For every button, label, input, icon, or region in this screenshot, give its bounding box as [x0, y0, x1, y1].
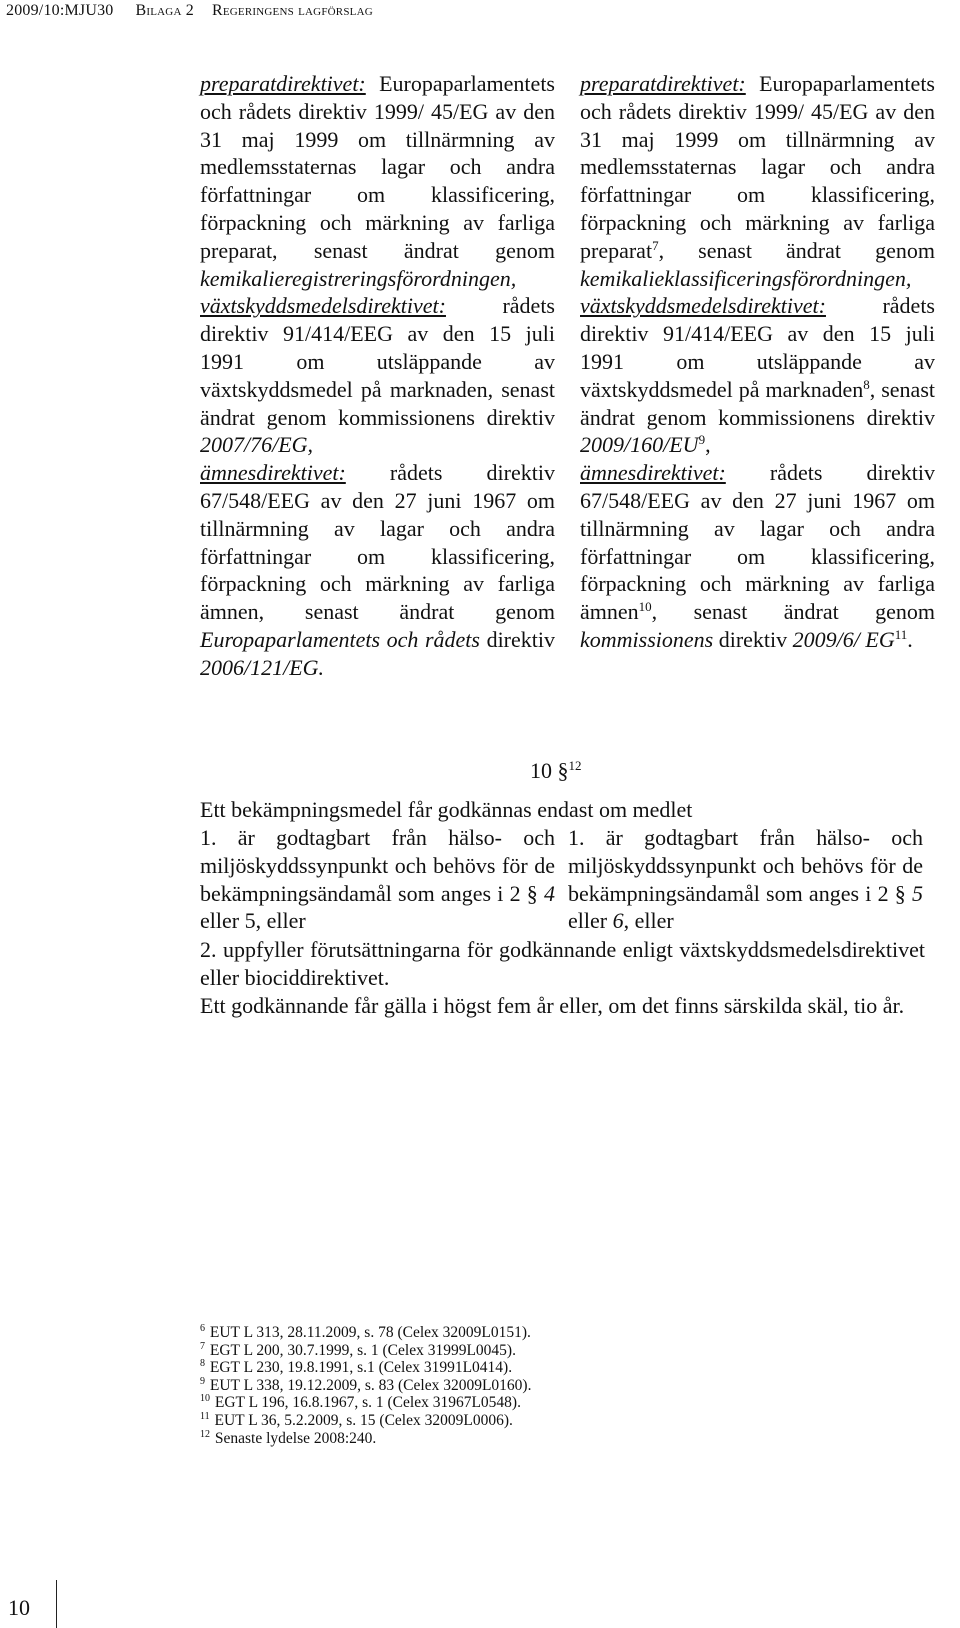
amended-number: 5 [912, 880, 923, 906]
footnote [200, 1377, 531, 1395]
item-1-proposed [568, 824, 923, 935]
page-header [6, 2, 373, 20]
amendment-ref: kemikalieklassificeringsförordningen, [580, 265, 912, 291]
document-code: 2009/10:MJU30 [6, 2, 114, 19]
item-text: , eller [623, 908, 674, 934]
footnote-text: EUT L 338, 19.12.2009, s. 83 (Celex 32009L0160). [206, 1376, 532, 1394]
footnote-text: EGT L 200, 30.7.1999, s. 1 (Celex 31999L0045). [206, 1341, 516, 1359]
footnote-ref: 9 [698, 432, 706, 448]
footnote-number: 9 [200, 1375, 205, 1387]
header-title: Regeringens lagförslag [212, 2, 373, 19]
definition-text: , senast ändrat genom [658, 237, 935, 263]
amended-number: 6 [612, 908, 624, 934]
footnote-ref: 10 [638, 599, 652, 615]
footnote-number: 6 [200, 1323, 205, 1334]
definition-text: Europaparlamentets och rådets direktiv 1999/ 45/EG av den 31 maj 1999 om tillnärmning av medlemsstaternas lagar och andra författningar om klassificering, förpackning och märkning av farliga preparat [580, 71, 935, 263]
definition-text: , senast ändrat genom [651, 599, 935, 625]
amendment-ref: 2009/160/EU [580, 432, 699, 458]
footnote-text: EGT L 196, 16.8.1967, s. 1 (Celex 31967L0548). [211, 1394, 521, 1412]
item-2: 2. uppfyller förutsättningarna för godkännande enligt växtskyddsmedelsdirektivet eller biociddirektivet. [200, 937, 925, 990]
term: preparatdirektivet: [200, 71, 366, 96]
term: ämnesdirektivet: [200, 460, 346, 486]
footnote [200, 1324, 531, 1342]
footnote-ref: 8 [863, 376, 870, 392]
definition-text: rådets direktiv 91/414/EEG av den 15 juli 1991 om utsläppande av växtskyddsmedel på marknaden [580, 293, 935, 402]
definition-amnes-left [200, 459, 555, 681]
definition-text: Europaparlamentets och rådets direktiv 1999/ 45/EG av den 31 maj 1999 om tillnärmning av medlemsstaternas lagar och andra författningar om klassificering, förpackning och märkning av farliga preparat, senast ändrat genom [200, 71, 555, 263]
page-number: 10 [8, 1595, 30, 1620]
definition-text: . [907, 626, 913, 652]
definition-text: direktiv [479, 626, 555, 652]
definition-text: rådets direktiv 67/548/EEG av den 27 juni 1967 om tillnärmning av lagar och andra författningar om klassificering, förpackning och märkning av farliga ämnen, senast ändrat genom [200, 460, 555, 625]
item-1-current [200, 824, 555, 935]
definition-preparatdirektivet-left [200, 70, 555, 292]
definition-vaxtskydd-right [580, 292, 935, 459]
footnote-text: Senaste lydelse 2008:240. [211, 1429, 377, 1447]
footnote-number: 10 [200, 1393, 210, 1405]
item-text: eller [568, 908, 613, 934]
amendment-ref: 2007/76/EG, [200, 432, 314, 458]
definition-text: rådets direktiv 91/414/EEG av den 15 juli 1991 om utsläppande av växtskyddsmedel på marknaden, senast ändrat genom kommissionens direktiv [200, 293, 555, 430]
term: ämnesdirektivet: [580, 460, 726, 486]
footnote-ref: 7 [652, 237, 659, 253]
section-intro: Ett bekämpningsmedel får godkännas endast om medlet [200, 797, 693, 822]
amended-number: 4 [544, 880, 555, 906]
definition-vaxtskydd-left [200, 292, 555, 459]
margin-rule [56, 1580, 57, 1628]
section-number: 10 § [530, 758, 569, 783]
definition-text: , senast ändrat genom kommissionens direktiv [580, 376, 935, 430]
term: växtskyddsmedelsdirektivet: [200, 293, 446, 319]
section-heading [530, 758, 582, 784]
footnotes [200, 1324, 531, 1447]
amendment-ref: 2009/6/ EG [792, 626, 895, 652]
amendment-ref: Europaparlamentets och rådets [200, 626, 480, 652]
definition-amnes-right [580, 459, 935, 654]
definition-text: , [705, 432, 711, 458]
term: preparatdirektivet: [580, 71, 746, 96]
footnote-number: 7 [200, 1340, 205, 1352]
definition-text: rådets direktiv 67/548/EEG av den 27 juni 1967 om tillnärmning av lagar och andra författningar om klassificering, förpackning och märkning av farliga ämnen [580, 460, 935, 625]
footnote [200, 1412, 531, 1430]
footnote [200, 1430, 531, 1448]
footnote-text: EUT L 313, 28.11.2009, s. 78 (Celex 32009L0151). [206, 1324, 531, 1341]
term: växtskyddsmedelsdirektivet: [580, 293, 826, 319]
footnote-text: EUT L 36, 5.2.2009, s. 15 (Celex 32009L0006). [210, 1411, 513, 1429]
footnote-number: 8 [200, 1358, 205, 1370]
footnote-number: 11 [200, 1410, 210, 1422]
footnote-ref: 12 [568, 758, 582, 773]
item-1-comparison [200, 824, 925, 936]
footnote-text: EGT L 230, 19.8.1991, s.1 (Celex 31991L0414). [206, 1359, 513, 1377]
footnote [200, 1394, 531, 1412]
closing-paragraph: Ett godkännande får gälla i högst fem år eller, om det finns särskilda skäl, tio år. [200, 993, 905, 1018]
footnote [200, 1359, 531, 1377]
item-text: eller 5, eller [200, 908, 306, 934]
right-column [580, 70, 935, 654]
item-text: 1. är godtagbart från hälso- och miljöskyddssynpunkt och behövs för de bekämpningsändamål som anges i 2 § [568, 825, 923, 906]
definition-text: direktiv [713, 626, 793, 652]
footnote [200, 1342, 531, 1360]
footnote-ref: 11 [894, 626, 908, 642]
definition-preparatdirektivet-right [580, 70, 935, 292]
amendment-ref: kommissionens [580, 626, 714, 652]
item-text: 1. är godtagbart från hälso- och miljöskyddssynpunkt och behövs för de bekämpningsändamål som anges i 2 § [200, 825, 555, 906]
appendix-label: Bilaga 2 [135, 2, 194, 19]
left-column [200, 70, 555, 682]
footnote-number: 12 [200, 1428, 210, 1440]
amendment-ref: kemikalieregistreringsförordningen, [200, 265, 517, 291]
amendment-ref: 2006/121/EG. [200, 654, 325, 680]
